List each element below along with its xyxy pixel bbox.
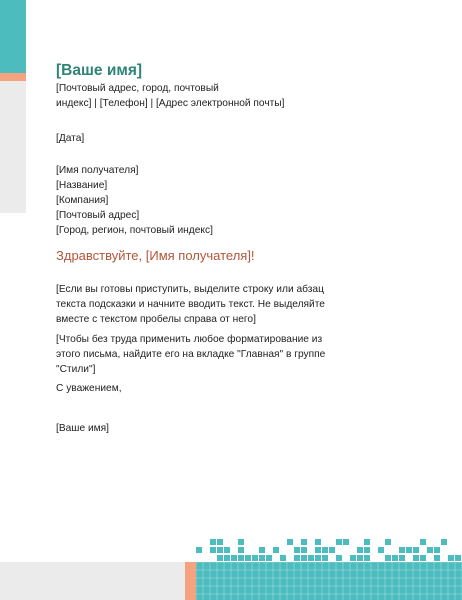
pixel-square bbox=[322, 555, 328, 561]
pixel-square bbox=[441, 539, 447, 545]
pixel-square bbox=[210, 547, 216, 553]
pixel-square bbox=[217, 539, 223, 545]
pixel-square bbox=[280, 555, 286, 561]
pixel-square bbox=[336, 539, 342, 545]
pixel-square bbox=[273, 547, 279, 553]
pixel-square bbox=[364, 539, 370, 545]
pixel-square bbox=[392, 555, 398, 561]
bottom-gray-band bbox=[0, 562, 185, 600]
pixel-square bbox=[448, 555, 454, 561]
pixel-square bbox=[301, 547, 307, 553]
signature[interactable]: [Ваше имя] bbox=[56, 423, 110, 434]
pixel-square bbox=[385, 539, 391, 545]
pixel-square bbox=[266, 555, 272, 561]
pixel-square bbox=[378, 547, 384, 553]
pixel-square bbox=[315, 547, 321, 553]
pixel-square bbox=[336, 555, 342, 561]
pixel-square bbox=[399, 555, 405, 561]
pixel-pattern-decoration bbox=[196, 538, 462, 600]
pixel-square bbox=[224, 547, 230, 553]
pixel-square bbox=[329, 547, 335, 553]
body-paragraph-2[interactable] bbox=[56, 332, 325, 377]
pixel-square bbox=[294, 547, 300, 553]
pixel-square bbox=[217, 547, 223, 553]
pixel-square bbox=[420, 539, 426, 545]
recipient-city: [Город, регион, почтовый индекс] bbox=[56, 225, 213, 236]
pixel-square bbox=[427, 547, 433, 553]
pixel-square bbox=[252, 555, 258, 561]
pixel-square bbox=[294, 555, 300, 561]
pixel-square bbox=[357, 555, 363, 561]
pixel-square bbox=[322, 547, 328, 553]
bottom-orange-band bbox=[185, 562, 196, 600]
sender-address[interactable] bbox=[56, 81, 284, 111]
greeting[interactable]: Здравствуйте, [Имя получателя]! bbox=[56, 248, 255, 263]
paragraph-line: текста подсказки и начните вводить текст. Не выделяйте bbox=[56, 299, 325, 310]
pixel-square bbox=[315, 555, 321, 561]
pixel-square bbox=[238, 539, 244, 545]
left-teal-band bbox=[0, 0, 26, 73]
sender-name[interactable]: [Ваше имя] bbox=[56, 62, 143, 79]
pixel-square bbox=[231, 555, 237, 561]
sender-address-line: индекс] | [Телефон] | [Адрес электронной почты] bbox=[56, 98, 285, 109]
pixel-square bbox=[301, 539, 307, 545]
paragraph-line: [Чтобы без труда применить любое форматирование из bbox=[56, 334, 323, 345]
pixel-square bbox=[364, 547, 370, 553]
pixel-square bbox=[399, 547, 405, 553]
pixel-square bbox=[420, 555, 426, 561]
pixel-square bbox=[217, 555, 223, 561]
recipient-address: [Почтовый адрес] bbox=[56, 210, 140, 221]
pixel-square bbox=[413, 555, 419, 561]
pixel-square bbox=[350, 555, 356, 561]
pixel-square bbox=[357, 547, 363, 553]
pixel-square bbox=[364, 555, 370, 561]
pixel-square bbox=[287, 539, 293, 545]
left-gray-band bbox=[0, 81, 26, 213]
date-field[interactable]: [Дата] bbox=[56, 133, 85, 144]
pixel-square bbox=[196, 547, 202, 553]
recipient-block[interactable] bbox=[56, 163, 213, 238]
pixel-square bbox=[455, 555, 461, 561]
recipient-title: [Название] bbox=[56, 180, 108, 191]
pixel-square bbox=[385, 555, 391, 561]
pixel-square bbox=[406, 547, 412, 553]
pixel-square bbox=[434, 547, 440, 553]
closing[interactable]: С уважением, bbox=[56, 383, 122, 394]
sender-address-line: [Почтовый адрес, город, почтовый bbox=[56, 83, 219, 94]
pixel-square bbox=[238, 555, 244, 561]
pixel-square bbox=[301, 555, 307, 561]
body-paragraph-1[interactable] bbox=[56, 282, 325, 327]
paragraph-line: этого письма, найдите его на вкладке "Главная" в группе bbox=[56, 349, 326, 360]
paragraph-line: вместе с текстом пробелы справа от него] bbox=[56, 314, 256, 325]
pixel-square bbox=[259, 555, 265, 561]
pixel-square bbox=[238, 547, 244, 553]
paragraph-line: [Если вы готовы приступить, выделите строку или абзац bbox=[56, 284, 324, 295]
pixel-square bbox=[210, 539, 216, 545]
left-orange-band bbox=[0, 73, 26, 81]
paragraph-line: "Стили"] bbox=[56, 364, 96, 375]
pixel-square bbox=[315, 539, 321, 545]
pixel-square bbox=[245, 555, 251, 561]
pixel-square bbox=[434, 555, 440, 561]
pixel-square bbox=[259, 547, 265, 553]
pixel-square bbox=[308, 555, 314, 561]
recipient-company: [Компания] bbox=[56, 195, 109, 206]
pixel-square bbox=[413, 547, 419, 553]
recipient-name: [Имя получателя] bbox=[56, 165, 139, 176]
pixel-square bbox=[224, 555, 230, 561]
pixel-square bbox=[343, 539, 349, 545]
